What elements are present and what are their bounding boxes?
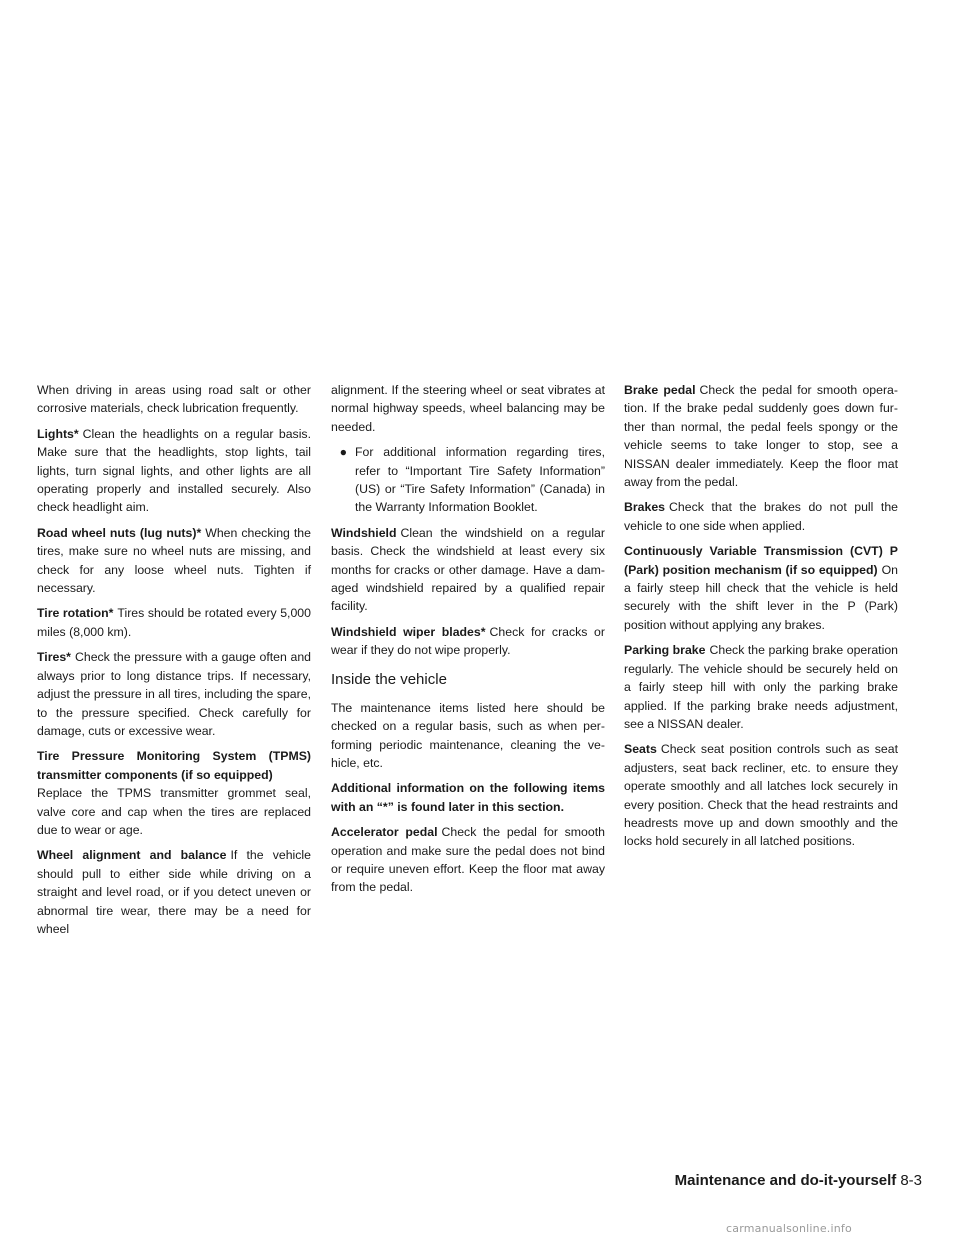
accelerator-text: Check the pedal for smooth operation and make sure the pedal does not bind or require uneven effort. Keep the floor mat away from the pedal. (331, 825, 605, 895)
tire-rotation-paragraph (37, 604, 311, 641)
bullet-icon: ● (339, 445, 347, 460)
alignment-title: Wheel alignment and balance (37, 848, 227, 863)
wheel-nuts-title: Road wheel nuts (lug nuts)* (37, 525, 202, 540)
parking-brake-title: Parking brake (624, 643, 706, 658)
windshield-paragraph (331, 524, 605, 616)
wipers-text: Check for cracks or wear if they do not wipe properly. (331, 624, 605, 658)
brakes-paragraph (624, 498, 898, 535)
footer-page-number: 8-3 (900, 1172, 922, 1189)
cvt-title: Continuously Variable Transmission (CVT) P (Park) position mechanism (if so equipped) (624, 544, 898, 577)
footer-section-title: Maintenance and do-it-yourself (674, 1172, 897, 1189)
tire-info-bullet (331, 443, 605, 517)
wheel-nuts-paragraph (37, 524, 311, 598)
intro-paragraph: When driving in areas using road salt or other corrosive materials, check lubrication frequently. (37, 383, 311, 416)
brake-pedal-paragraph (624, 381, 898, 491)
alignment-continued: alignment. If the steering wheel or seat vibrates at normal highway speeds, wheel balancing may be needed. (331, 383, 605, 434)
tpms-paragraph (37, 747, 311, 839)
tires-paragraph (37, 648, 311, 740)
inside-vehicle-heading: Inside the vehicle (331, 670, 447, 688)
parking-brake-paragraph (624, 641, 898, 733)
windshield-text: Clean the windshield on a regular basis. Check the windshield at least every six months for cracks or other damage. Have a damaged windshield repaired by a qualified repair facility. (331, 525, 605, 614)
lights-text: Clean the headlights on a regular basis. Make sure that the headlights, stop lights, tail lights, turn signal lights, and other lights are all operating properly and installed securely. Also check headlight aim. (37, 426, 311, 515)
brakes-title: Brakes (624, 500, 666, 515)
tires-text: Check the pressure with a gauge often and always prior to long distance trips. If necessary, adjust the pressure in all tires, including the spare, to the pressure specified. Check carefully for damage, cuts or excessive wear. (37, 650, 311, 738)
inside-intro-paragraph: The maintenance items listed here should be checked on a regular basis, such as when performing periodic maintenance, cleaning the vehicle, etc. (331, 700, 605, 770)
column-left (37, 381, 311, 945)
page-footer (615, 1172, 922, 1189)
alignment-text: If the vehicle should pull to either side while driving on a straight and level road, or if you detect uneven or abnormal tire wear, there may be a need for wheel (37, 848, 311, 936)
watermark-text: carmanualsonline.info (726, 1222, 852, 1235)
column-middle (331, 381, 605, 904)
accelerator-paragraph (331, 823, 605, 897)
tire-rotation-text: Tires should be rotated every 5,000 miles (8,000 km). (37, 606, 311, 639)
parking-brake-text: Check the parking brake operation regularly. The vehicle should be securely held on a fairly steep hill with only the parking brake applied. If the parking brake needs adjustment, see a NISSAN dealer. (624, 643, 899, 731)
cvt-text: On a fairly steep hill check that the vehicle is held securely with the shift lever in the P (Park) position without applying any brakes. (624, 562, 898, 632)
tires-title: Tires* (37, 650, 71, 665)
lights-paragraph (37, 425, 311, 517)
wheel-nuts-text: When checking the tires, make sure no wheel nuts are missing, and check for any loose wheel nuts. Tighten if necessary. (37, 525, 311, 596)
alignment-paragraph (37, 846, 311, 938)
additional-info-note: Additional information on the following items with an “*” is found later in this section. (331, 781, 605, 814)
cvt-paragraph (624, 542, 898, 634)
seats-title: Seats (624, 742, 657, 757)
tpms-text: Replace the TPMS transmitter grommet seal, valve core and cap when the tires are replaced due to wear or age. (37, 786, 311, 837)
bullet-text: For additional information regarding tires, refer to “Important Tire Safety Information” (US) or “Tire Safety Information” (Canada) in the Warranty Information Booklet. (355, 445, 605, 515)
seats-text: Check seat position controls such as seat adjusters, seat back recliner, etc. to ensure they operate smoothly and all latches lock securely in every position. Check that the head restraints and headrests move up and down smoothly and the locks hold securely in all latched positions. (624, 742, 898, 849)
seats-paragraph (624, 740, 898, 850)
brakes-text: Check that the brakes do not pull the vehicle to one side when applied. (624, 500, 898, 533)
windshield-title: Windshield (331, 525, 397, 540)
column-right (624, 381, 898, 858)
wipers-title: Windshield wiper blades* (331, 624, 486, 639)
tpms-title: Tire Pressure Monitoring System (TPMS) transmitter components (if so equipped) (37, 749, 311, 782)
brake-pedal-title: Brake pedal (624, 383, 696, 397)
wipers-paragraph (331, 623, 605, 660)
accelerator-title: Accelerator pedal (331, 825, 438, 840)
lights-title: Lights* (37, 426, 79, 441)
brake-pedal-text: Check the pedal for smooth operation. If the brake pedal suddenly goes down further than normal, the pedal feels spongy or the vehicle seems to take longer to stop, see a NISSAN dealer immediately. Keep the floor mat away from the pedal. (624, 383, 899, 490)
tire-rotation-title: Tire rotation* (37, 606, 114, 621)
